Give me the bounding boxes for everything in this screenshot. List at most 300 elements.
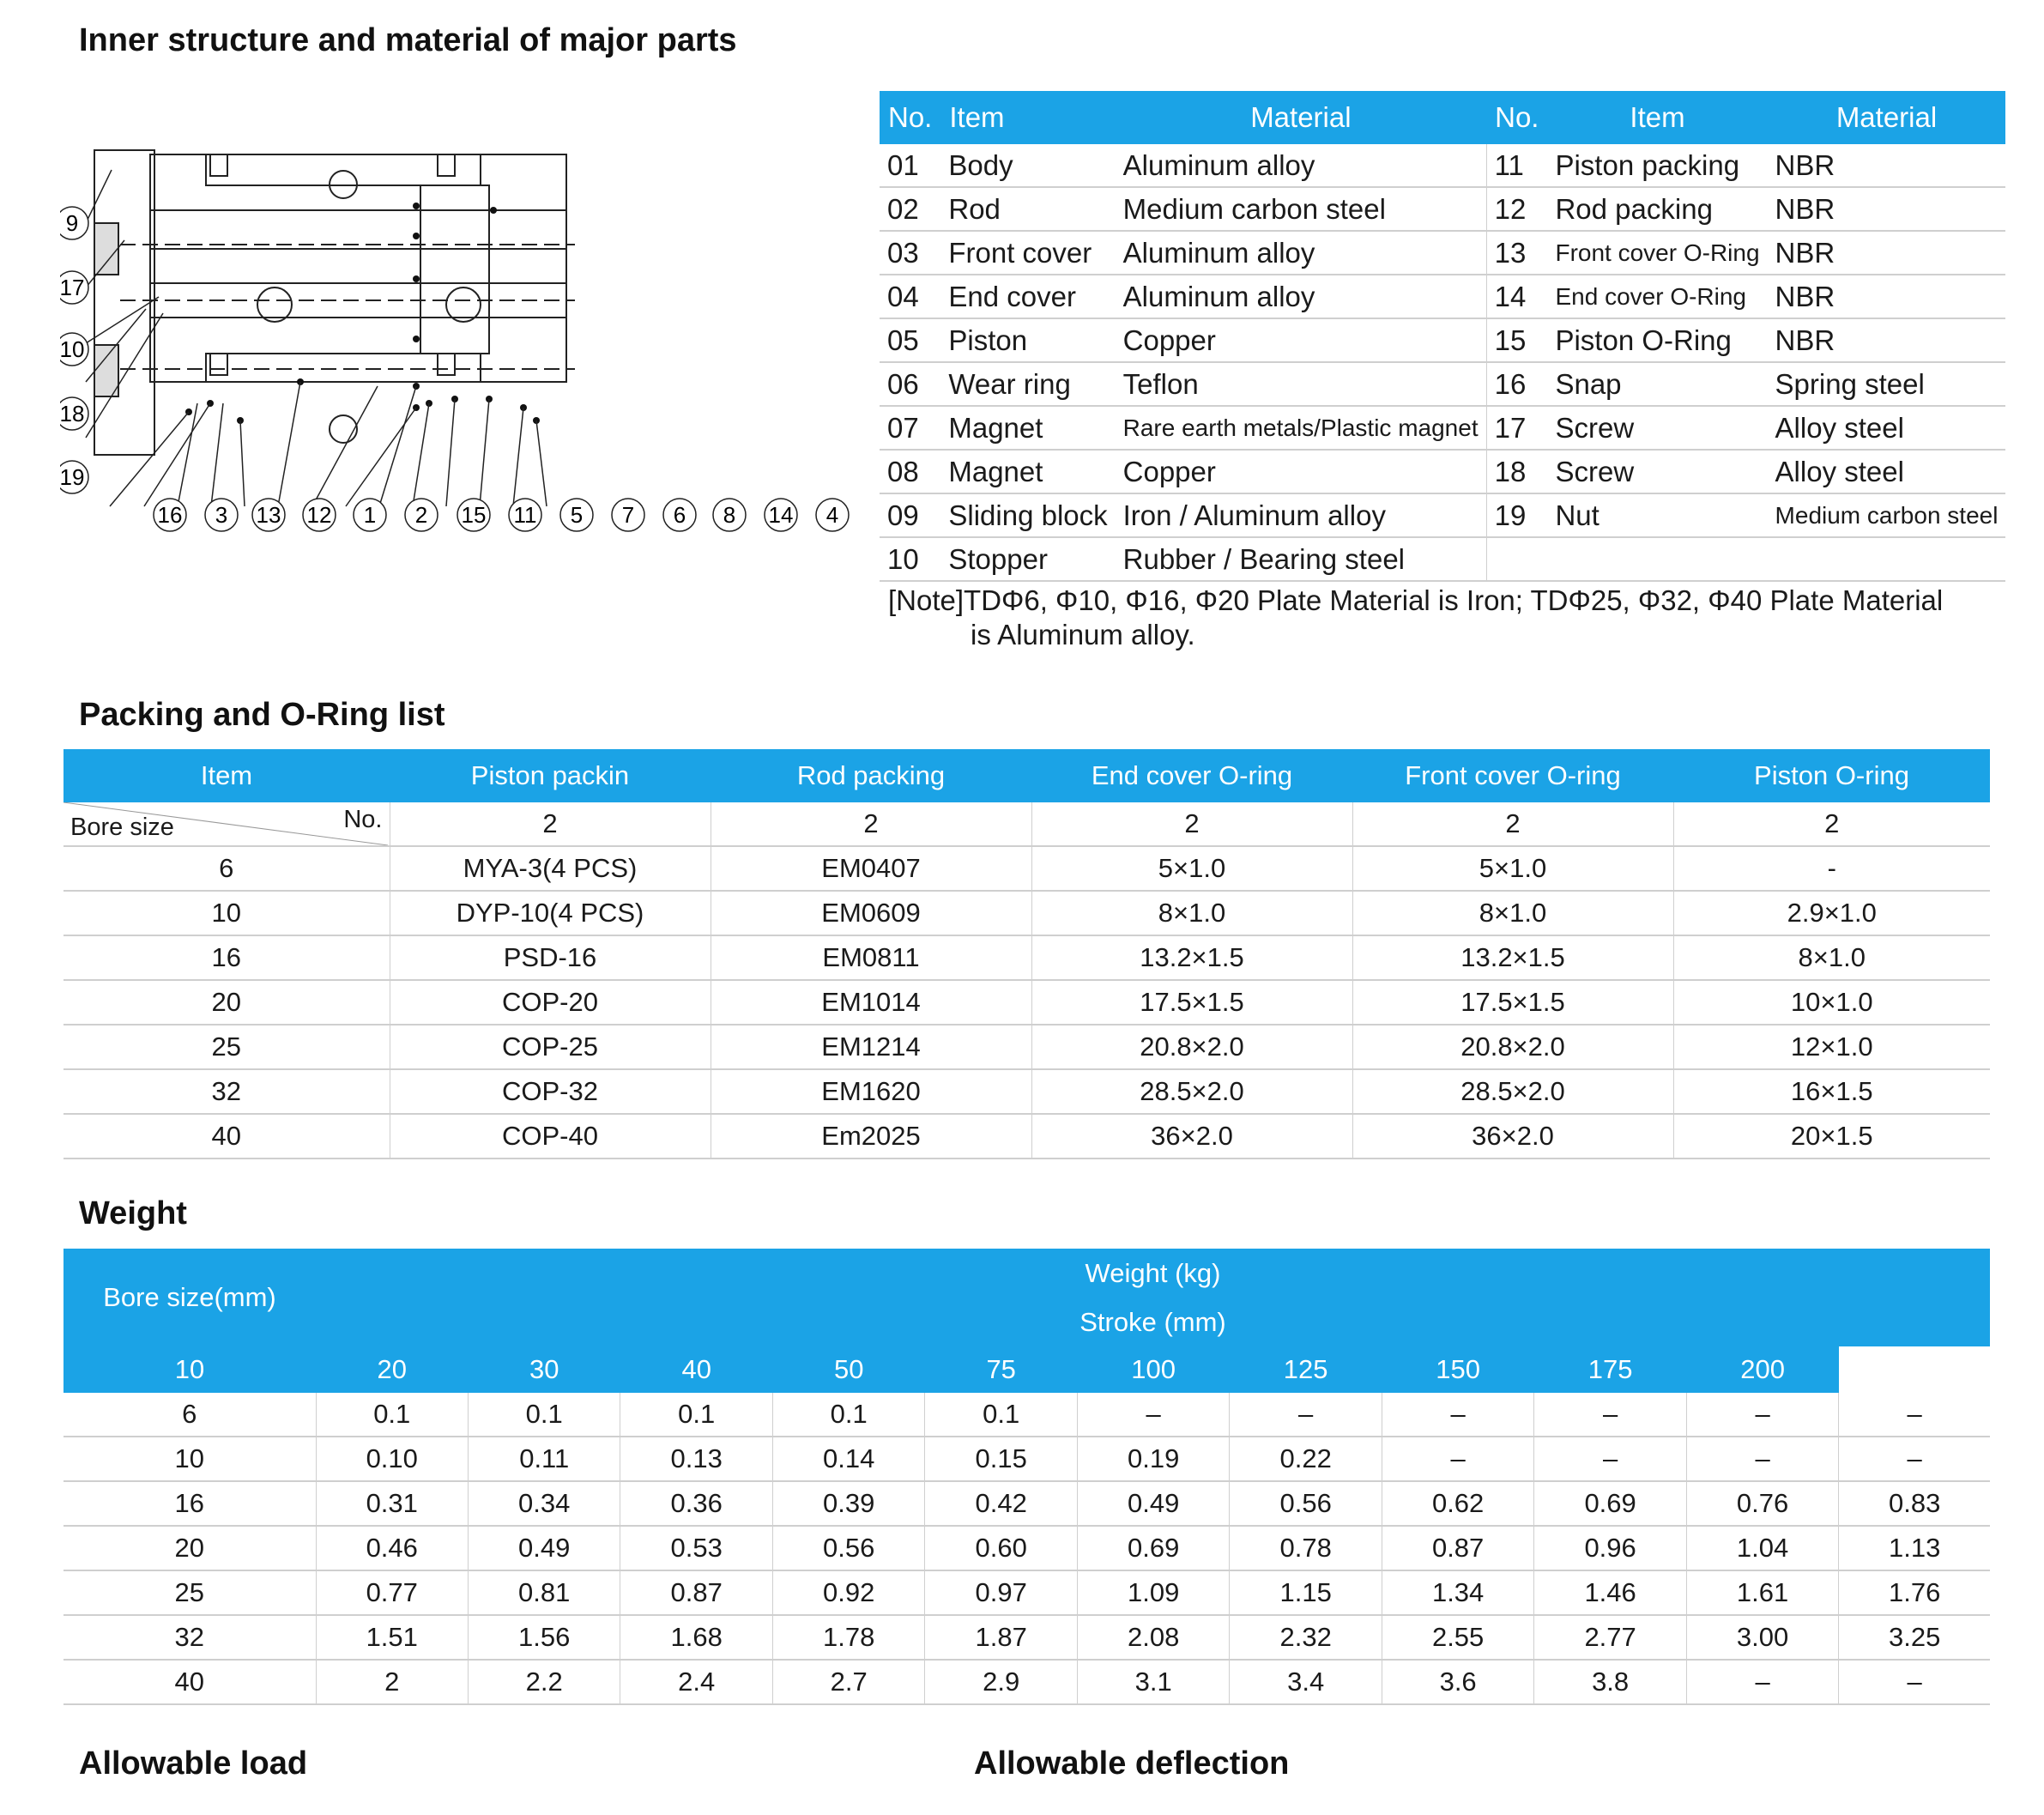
weight-cell: 0.56 — [1230, 1481, 1382, 1526]
callout-16 — [154, 499, 186, 531]
callout-13 — [252, 499, 285, 531]
materials-row — [880, 362, 2005, 406]
svg-text:16: 16 — [157, 502, 183, 528]
svg-text:11: 11 — [513, 502, 537, 528]
materials-cell: Piston packing — [1547, 144, 1767, 187]
packing-cell: MYA-3(4 PCS) — [390, 846, 711, 891]
qty-cell: 2 — [1031, 802, 1352, 846]
materials-cell: Magnet — [940, 450, 1115, 493]
materials-cell: 11 — [1486, 144, 1547, 187]
callout-2 — [405, 499, 438, 531]
packing-cell: 28.5×2.0 — [1031, 1069, 1352, 1114]
weight-table — [63, 1249, 1990, 1705]
weight-cell: 0.76 — [1686, 1481, 1838, 1526]
weight-cell: 0.87 — [1382, 1526, 1533, 1570]
weight-bore-cell: 32 — [63, 1615, 316, 1660]
weight-cell: 0.1 — [620, 1393, 772, 1437]
header-item: Item — [949, 101, 1005, 133]
weight-cell: 1.51 — [316, 1615, 468, 1660]
packing-row — [63, 1025, 1990, 1069]
weight-cell: 2.9 — [925, 1660, 1077, 1704]
stroke-value: 125 — [1283, 1354, 1328, 1384]
weight-cell: 2.7 — [772, 1660, 924, 1704]
weight-cell: 2.08 — [1077, 1615, 1229, 1660]
materials-cell: 07 — [880, 406, 940, 450]
weight-cell: 0.11 — [468, 1437, 620, 1481]
weight-cell: 3.4 — [1230, 1660, 1382, 1704]
weight-cell: 3.1 — [1077, 1660, 1229, 1704]
weight-cell: 0.96 — [1534, 1526, 1686, 1570]
material-note — [888, 584, 1995, 652]
weight-cell: 0.97 — [925, 1570, 1077, 1615]
materials-header-row — [880, 91, 2005, 144]
weight-cell: 0.49 — [468, 1526, 620, 1570]
weight-cell: – — [1382, 1393, 1533, 1437]
svg-text:5: 5 — [570, 502, 584, 528]
packing-header-row — [63, 749, 1990, 802]
callout-6 — [663, 499, 696, 531]
svg-text:14: 14 — [768, 502, 794, 528]
weight-cell: 0.83 — [1839, 1481, 1990, 1526]
weight-row — [63, 1570, 1990, 1615]
materials-cell: Alloy steel — [1768, 450, 2006, 493]
packing-header-rod: Rod packing — [796, 760, 946, 790]
svg-text:17: 17 — [60, 275, 85, 300]
weight-cell: 3.00 — [1686, 1615, 1838, 1660]
weight-cell: 0.60 — [925, 1526, 1077, 1570]
qty-cell: 2 — [1673, 802, 1990, 846]
packing-row — [63, 1114, 1990, 1159]
materials-cell: Piston O-Ring — [1547, 318, 1767, 362]
packing-cell: DYP-10(4 PCS) — [390, 891, 711, 935]
materials-cell: Snap — [1547, 362, 1767, 406]
materials-cell: Front cover — [940, 231, 1115, 275]
bore-no-cell — [63, 802, 390, 846]
materials-cell: Sliding block — [940, 493, 1115, 537]
weight-cell: 0.42 — [925, 1481, 1077, 1526]
materials-row — [880, 275, 2005, 318]
packing-row — [63, 891, 1990, 935]
packing-cell: 6 — [63, 846, 390, 891]
weight-cell: 0.39 — [772, 1481, 924, 1526]
packing-cell: 17.5×1.5 — [1352, 980, 1673, 1025]
materials-cell — [1768, 537, 2006, 581]
weight-cell: 0.49 — [1077, 1481, 1229, 1526]
packing-header-front-cover: Front cover O-ring — [1405, 760, 1621, 790]
materials-cell: 08 — [880, 450, 940, 493]
weight-cell: 1.46 — [1534, 1570, 1686, 1615]
packing-cell: 13.2×1.5 — [1031, 935, 1352, 980]
packing-cell: 10 — [63, 891, 390, 935]
weight-bore-cell: 25 — [63, 1570, 316, 1615]
svg-text:3: 3 — [215, 502, 228, 528]
weight-cell: 3.8 — [1534, 1660, 1686, 1704]
allowable-deflection-heading: Allowable deflection — [974, 1745, 1290, 1782]
stroke-value: 20 — [377, 1354, 407, 1384]
materials-cell: 04 — [880, 275, 940, 318]
stroke-values-row — [63, 1346, 1990, 1393]
callout-10 — [60, 333, 88, 366]
svg-text:13: 13 — [256, 502, 281, 528]
packing-cell: 5×1.0 — [1031, 846, 1352, 891]
callout-14 — [765, 499, 797, 531]
weight-cell: 2.55 — [1382, 1615, 1533, 1660]
materials-cell: Aluminum alloy — [1116, 144, 1486, 187]
weight-cell: 0.31 — [316, 1481, 468, 1526]
header-no: No. — [888, 101, 933, 133]
packing-cell: 8×1.0 — [1352, 891, 1673, 935]
packing-row — [63, 846, 1990, 891]
callout-1 — [354, 499, 386, 531]
weight-cell: 0.13 — [620, 1437, 772, 1481]
weight-cell: 0.14 — [772, 1437, 924, 1481]
weight-cell: – — [1077, 1393, 1229, 1437]
materials-cell: 16 — [1486, 362, 1547, 406]
weight-cell: 0.69 — [1534, 1481, 1686, 1526]
weight-bore-cell: 20 — [63, 1526, 316, 1570]
materials-row — [880, 187, 2005, 231]
materials-cell: 09 — [880, 493, 940, 537]
materials-cell: 14 — [1486, 275, 1547, 318]
materials-cell: End cover O-Ring — [1547, 275, 1767, 318]
materials-cell — [1486, 537, 1547, 581]
weight-cell: 1.09 — [1077, 1570, 1229, 1615]
weight-row — [63, 1393, 1990, 1437]
weight-cell: – — [1686, 1393, 1838, 1437]
materials-cell — [1547, 537, 1767, 581]
callout-19 — [60, 461, 88, 493]
cylinder-cross-section-diagram — [60, 129, 867, 549]
callout-15 — [457, 499, 490, 531]
materials-cell: 05 — [880, 318, 940, 362]
packing-cell: 8×1.0 — [1673, 935, 1990, 980]
materials-cell: NBR — [1768, 231, 2006, 275]
materials-cell: 18 — [1486, 450, 1547, 493]
weight-cell: 0.53 — [620, 1526, 772, 1570]
materials-cell: Alloy steel — [1768, 406, 2006, 450]
materials-row — [880, 231, 2005, 275]
note-line-1: [Note]TDΦ6, Φ10, Φ16, Φ20 Plate Material is Iron; TDΦ25, Φ32, Φ40 Plate Material — [888, 584, 1944, 616]
callout-7 — [612, 499, 644, 531]
materials-cell: Magnet — [940, 406, 1115, 450]
weight-bore-cell: 10 — [63, 1437, 316, 1481]
weight-cell: – — [1839, 1660, 1990, 1704]
weight-row — [63, 1660, 1990, 1704]
svg-text:7: 7 — [621, 502, 635, 528]
weight-cell: 0.81 — [468, 1570, 620, 1615]
weight-cell: 1.76 — [1839, 1570, 1990, 1615]
callout-9 — [60, 207, 88, 239]
packing-cell: 2.9×1.0 — [1673, 891, 1990, 935]
materials-cell: End cover — [940, 275, 1115, 318]
packing-cell: EM1014 — [711, 980, 1031, 1025]
callout-3 — [205, 499, 238, 531]
weight-cell: 2.2 — [468, 1660, 620, 1704]
weight-bore-cell: 40 — [63, 1660, 316, 1704]
weight-cell: 3.25 — [1839, 1615, 1990, 1660]
packing-cell: 20.8×2.0 — [1031, 1025, 1352, 1069]
materials-table — [880, 91, 2005, 582]
materials-row — [880, 450, 2005, 493]
weight-cell: 0.1 — [772, 1393, 924, 1437]
packing-cell: PSD-16 — [390, 935, 711, 980]
packing-table — [63, 749, 1990, 1159]
packing-cell: 36×2.0 — [1031, 1114, 1352, 1159]
materials-cell: Piston — [940, 318, 1115, 362]
materials-cell: Rare earth metals/Plastic magnet — [1116, 406, 1486, 450]
svg-text:2: 2 — [414, 502, 428, 528]
packing-header-piston: Piston packin — [470, 760, 630, 790]
stroke-value: 30 — [529, 1354, 559, 1384]
weight-cell: 2.4 — [620, 1660, 772, 1704]
materials-cell: Aluminum alloy — [1116, 231, 1486, 275]
weight-cell: 0.1 — [316, 1393, 468, 1437]
materials-cell: 12 — [1486, 187, 1547, 231]
stroke-value: 40 — [681, 1354, 711, 1384]
weight-cell: – — [1839, 1393, 1990, 1437]
stroke-header: Stroke (mm) — [1079, 1306, 1226, 1337]
stroke-value: 175 — [1587, 1354, 1633, 1384]
materials-cell: Rubber / Bearing steel — [1116, 537, 1486, 581]
weight-row — [63, 1481, 1990, 1526]
weight-cell: 0.36 — [620, 1481, 772, 1526]
materials-cell: 02 — [880, 187, 940, 231]
materials-cell: Teflon — [1116, 362, 1486, 406]
weight-row — [63, 1615, 1990, 1660]
stroke-value: 200 — [1740, 1354, 1785, 1384]
weight-cell: 1.56 — [468, 1615, 620, 1660]
weight-cell: – — [1230, 1393, 1382, 1437]
weight-header-row-2 — [63, 1298, 1990, 1346]
materials-cell: Medium carbon steel — [1116, 187, 1486, 231]
materials-cell: Medium carbon steel — [1768, 493, 2006, 537]
qty-cell: 2 — [390, 802, 711, 846]
materials-cell: NBR — [1768, 144, 2006, 187]
svg-text:15: 15 — [461, 502, 487, 528]
callout-11 — [509, 499, 541, 531]
weight-row — [63, 1437, 1990, 1481]
materials-cell: 10 — [880, 537, 940, 581]
packing-cell: 17.5×1.5 — [1031, 980, 1352, 1025]
packing-cell: Em2025 — [711, 1114, 1031, 1159]
weight-cell: 0.15 — [925, 1437, 1077, 1481]
inner-structure-heading: Inner structure and material of major parts — [79, 22, 737, 58]
weight-cell: 1.15 — [1230, 1570, 1382, 1615]
materials-cell: Rod — [940, 187, 1115, 231]
weight-cell: 0.46 — [316, 1526, 468, 1570]
callout-12 — [303, 499, 336, 531]
packing-header-item: Item — [200, 760, 253, 790]
packing-cell: 25 — [63, 1025, 390, 1069]
materials-cell: Front cover O-Ring — [1547, 231, 1767, 275]
allowable-load-heading: Allowable load — [79, 1745, 308, 1782]
callout-5 — [560, 499, 593, 531]
materials-cell: Spring steel — [1768, 362, 2006, 406]
materials-row — [880, 537, 2005, 581]
header-no-2: No. — [1495, 101, 1539, 133]
packing-cell: COP-40 — [390, 1114, 711, 1159]
weight-bore-header: Bore size(mm) — [103, 1282, 276, 1312]
weight-cell: 1.04 — [1686, 1526, 1838, 1570]
materials-row — [880, 406, 2005, 450]
packing-cell: COP-20 — [390, 980, 711, 1025]
weight-cell: – — [1534, 1437, 1686, 1481]
packing-cell: - — [1673, 846, 1990, 891]
packing-cell: COP-25 — [390, 1025, 711, 1069]
packing-cell: 40 — [63, 1114, 390, 1159]
svg-text:9: 9 — [65, 210, 79, 236]
weight-cell: 1.78 — [772, 1615, 924, 1660]
header-item-2: Item — [1630, 101, 1685, 133]
weight-cell: 0.69 — [1077, 1526, 1229, 1570]
weight-cell: 0.22 — [1230, 1437, 1382, 1481]
materials-cell: Copper — [1116, 450, 1486, 493]
packing-cell: 20 — [63, 980, 390, 1025]
packing-header-end-cover: End cover O-ring — [1091, 760, 1293, 790]
callout-4 — [816, 499, 849, 531]
materials-cell: Body — [940, 144, 1115, 187]
weight-cell: 0.34 — [468, 1481, 620, 1526]
callout-17 — [60, 271, 88, 304]
weight-cell: 1.68 — [620, 1615, 772, 1660]
svg-text:4: 4 — [825, 502, 839, 528]
weight-cell: 0.1 — [925, 1393, 1077, 1437]
weight-kg-header: Weight (kg) — [1085, 1257, 1221, 1288]
packing-cell: EM0811 — [711, 935, 1031, 980]
weight-cell: 2.32 — [1230, 1615, 1382, 1660]
packing-cell: 28.5×2.0 — [1352, 1069, 1673, 1114]
svg-text:1: 1 — [363, 502, 377, 528]
materials-cell: 17 — [1486, 406, 1547, 450]
packing-cell: EM1620 — [711, 1069, 1031, 1114]
packing-cell: 16×1.5 — [1673, 1069, 1990, 1114]
materials-cell: Screw — [1547, 450, 1767, 493]
materials-cell: Rod packing — [1547, 187, 1767, 231]
materials-row — [880, 493, 2005, 537]
weight-cell: 0.78 — [1230, 1526, 1382, 1570]
svg-text:12: 12 — [306, 502, 332, 528]
weight-cell: – — [1839, 1437, 1990, 1481]
materials-cell: 01 — [880, 144, 940, 187]
materials-cell: 15 — [1486, 318, 1547, 362]
weight-heading: Weight — [79, 1195, 187, 1231]
weight-cell: 3.6 — [1382, 1660, 1533, 1704]
packing-cell: 32 — [63, 1069, 390, 1114]
stroke-value: 150 — [1436, 1354, 1480, 1384]
svg-text:19: 19 — [60, 464, 85, 490]
materials-cell: 19 — [1486, 493, 1547, 537]
materials-row — [880, 318, 2005, 362]
weight-cell: 0.19 — [1077, 1437, 1229, 1481]
svg-text:8: 8 — [723, 502, 736, 528]
packing-cell: 20.8×2.0 — [1352, 1025, 1673, 1069]
packing-cell: 10×1.0 — [1673, 980, 1990, 1025]
weight-cell: 0.92 — [772, 1570, 924, 1615]
packing-cell: EM0407 — [711, 846, 1031, 891]
svg-text:6: 6 — [673, 502, 686, 528]
weight-cell: 1.87 — [925, 1615, 1077, 1660]
stroke-value: 75 — [986, 1354, 1016, 1384]
packing-cell: 36×2.0 — [1352, 1114, 1673, 1159]
weight-bore-cell: 6 — [63, 1393, 316, 1437]
weight-cell: 0.10 — [316, 1437, 468, 1481]
materials-cell: Wear ring — [940, 362, 1115, 406]
packing-heading: Packing and O-Ring list — [79, 697, 445, 733]
weight-cell: 0.87 — [620, 1570, 772, 1615]
weight-cell: – — [1382, 1437, 1533, 1481]
stroke-value: 100 — [1131, 1354, 1176, 1384]
stroke-value: 50 — [833, 1354, 864, 1384]
svg-text:10: 10 — [60, 336, 85, 362]
header-material-2: Material — [1835, 101, 1938, 133]
weight-cell: 0.77 — [316, 1570, 468, 1615]
weight-cell: – — [1686, 1437, 1838, 1481]
packing-header-piston-oring: Piston O-ring — [1754, 760, 1909, 790]
callout-18 — [60, 397, 88, 430]
packing-cell: 13.2×1.5 — [1352, 935, 1673, 980]
materials-cell: Nut — [1547, 493, 1767, 537]
weight-cell: 0.62 — [1382, 1481, 1533, 1526]
weight-cell: – — [1686, 1660, 1838, 1704]
svg-text:18: 18 — [60, 401, 85, 427]
qty-cell: 2 — [1352, 802, 1673, 846]
weight-cell: 0.1 — [468, 1393, 620, 1437]
weight-cell: 2.77 — [1534, 1615, 1686, 1660]
packing-row — [63, 980, 1990, 1025]
materials-cell: 13 — [1486, 231, 1547, 275]
packing-cell: EM0609 — [711, 891, 1031, 935]
stroke-value: 10 — [174, 1354, 205, 1384]
packing-cell: EM1214 — [711, 1025, 1031, 1069]
weight-cell: – — [1534, 1393, 1686, 1437]
materials-cell: Iron / Aluminum alloy — [1116, 493, 1486, 537]
qty-cell: 2 — [711, 802, 1031, 846]
packing-cell: 5×1.0 — [1352, 846, 1673, 891]
materials-cell: Stopper — [940, 537, 1115, 581]
no-label: No. — [343, 806, 383, 833]
bore-size-label: Bore size — [70, 814, 174, 841]
materials-cell: NBR — [1768, 318, 2006, 362]
weight-bore-cell: 16 — [63, 1481, 316, 1526]
weight-cell: 1.34 — [1382, 1570, 1533, 1615]
weight-cell: 2 — [316, 1660, 468, 1704]
callout-8 — [713, 499, 746, 531]
packing-cell: COP-32 — [390, 1069, 711, 1114]
packing-row — [63, 935, 1990, 980]
materials-row — [880, 144, 2005, 187]
weight-cell: 0.56 — [772, 1526, 924, 1570]
materials-cell: NBR — [1768, 275, 2006, 318]
note-line-2: is Aluminum alloy. — [971, 619, 1195, 650]
packing-cell: 8×1.0 — [1031, 891, 1352, 935]
header-material: Material — [1250, 101, 1352, 133]
packing-cell: 20×1.5 — [1673, 1114, 1990, 1159]
weight-header-row-1 — [63, 1249, 1990, 1298]
weight-row — [63, 1526, 1990, 1570]
packing-cell: 12×1.0 — [1673, 1025, 1990, 1069]
materials-cell: 06 — [880, 362, 940, 406]
materials-cell: Aluminum alloy — [1116, 275, 1486, 318]
materials-cell: NBR — [1768, 187, 2006, 231]
packing-qty-row — [63, 802, 1990, 846]
packing-cell: 16 — [63, 935, 390, 980]
weight-cell: 1.61 — [1686, 1570, 1838, 1615]
weight-cell: 1.13 — [1839, 1526, 1990, 1570]
materials-cell: Screw — [1547, 406, 1767, 450]
materials-cell: 03 — [880, 231, 940, 275]
materials-cell: Copper — [1116, 318, 1486, 362]
packing-row — [63, 1069, 1990, 1114]
